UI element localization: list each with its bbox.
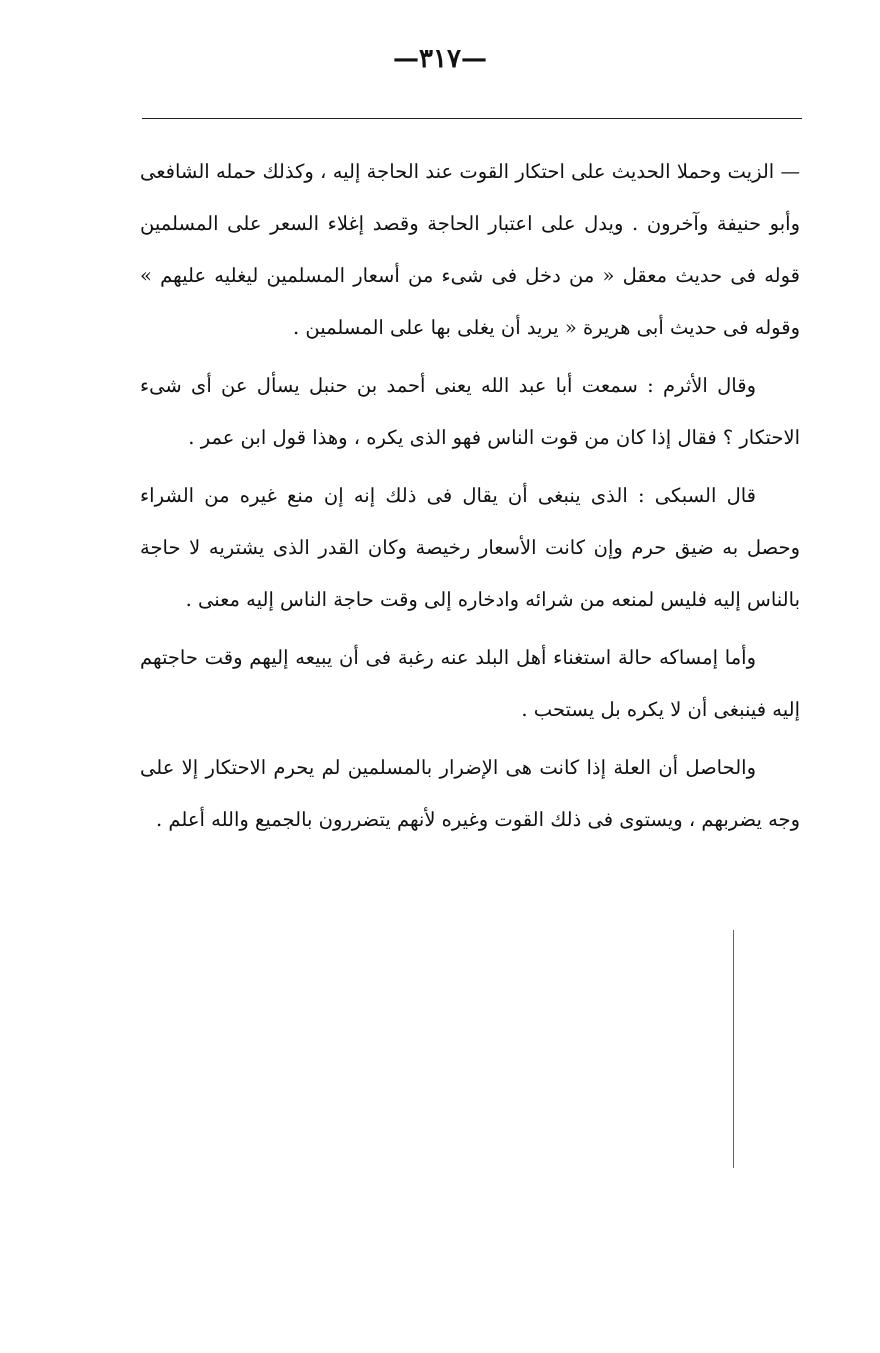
margin-line [733, 930, 734, 1168]
paragraph-2: وقال الأثرم : سمعت أبا عبد الله يعنى أحمد بن حنبل يسأل عن أى شىء الاحتكار ؟ فقال إذا كان من قوت الناس فهو الذى يكره ، وهذا قول ابن عمر . [140, 374, 800, 449]
paragraph-3: قال السبكى : الذى ينبغى أن يقال فى ذلك إنه إن منع غيره من الشراء وحصل به ضيق حرم وإن كانت الأسعار رخيصة وكان القدر الذى يشتريه لا حاجة بالناس إليه فليس لمنعه من شرائه وادخاره إلى وقت حاجة الناس إليه معنى . [140, 484, 800, 611]
page-number: —٣١٧— [393, 44, 487, 74]
paragraph-4: وأما إمساكه حالة استغناء أهل البلد عنه رغبة فى أن يبيعه إليهم وقت حاجتهم إليه فينبغى أن لا يكره بل يستحب . [140, 646, 800, 721]
paragraph-5: والحاصل أن العلة إذا كانت هى الإضرار بالمسلمين لم يحرم الاحتكار إلا على وجه يضربهم ، ويستوى فى ذلك القوت وغيره لأنهم يتضررون بالجميع والله أعلم . [140, 756, 800, 831]
header-rule [142, 118, 802, 119]
paragraph-1: — الزيت وحملا الحديث على احتكار القوت عند الحاجة إليه ، وكذلك حمله الشافعى وأبو حنيفة وآخرون . ويدل على اعتبار الحاجة وقصد إغلاء السعر على المسلمين قوله فى حديث معقل « من دخل فى شىء من أسعار المسلمين ليغليه عليهم » وقوله فى حديث أبى هريرة « يريد أن يغلى بها على المسلمين . [140, 160, 800, 339]
main-text [140, 146, 800, 852]
